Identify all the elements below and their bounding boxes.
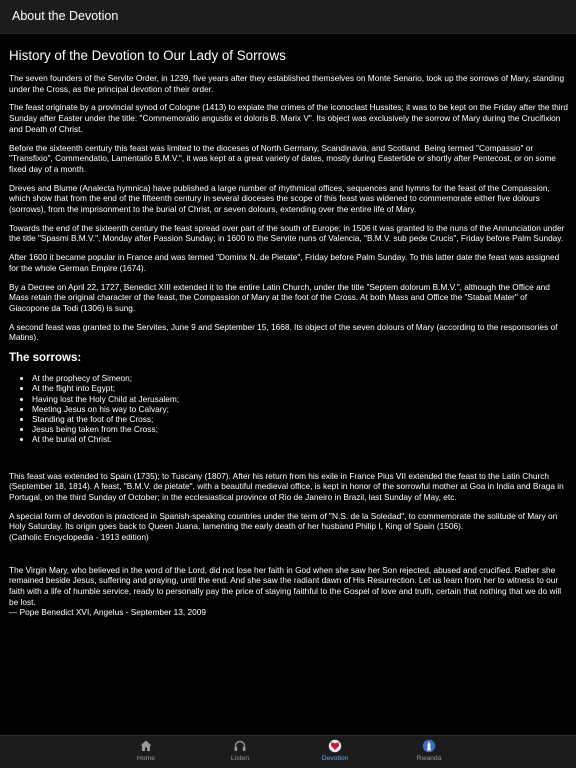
navigation-bar [0, 0, 576, 34]
list-item: • At the flight into Egypt; [32, 383, 569, 393]
list-item: • At the prophecy of Simeon; [32, 373, 569, 383]
sorrows-list [9, 373, 569, 444]
tab-label: Devotion [321, 755, 349, 762]
article [9, 48, 569, 626]
sorrows-heading: The sorrows: [9, 352, 82, 365]
paragraph: The seven founders of the Servite Order, in 1239, five years after they established themselves on Monte Senario, took up the sorrows of Mary, standing under the Cross, as the principal devotion of their order. [9, 73, 565, 94]
headphones-icon [233, 739, 247, 753]
tab-devotion[interactable] [305, 739, 365, 762]
tab-rwanda[interactable] [399, 739, 459, 762]
rwanda-icon [422, 739, 436, 753]
paragraph: Towards the end of the sixteenth century the feast spread over part of the south of Europe; in 1506 it was granted to the nuns of the Annunciation under the title "Spasmi B.M.V.", Monday after Passion Sunday; in 1600 to the Servite nuns of Valencia, "B.M.V. sub pede Crucis", Friday before Palm Sunday. [9, 222, 565, 244]
article-title: History of the Devotion to Our Lady of Sorrows [9, 48, 286, 63]
list-item: • Meeting Jesus on his way to Calvary; [32, 404, 569, 414]
tab-listen[interactable] [210, 739, 270, 762]
paragraph: After 1600 it became popular in France and was termed "Dominx N. de Pietate", Friday before Palm Sunday. To this latter date the feast was assigned for the whole German Empire (1674). [9, 252, 560, 273]
list-item: • At the burial of Christ. [32, 434, 569, 444]
source-citation: (Catholic Encyclopedia - 1913 edition) [9, 531, 149, 542]
tab-label: Rwanda [416, 755, 442, 762]
paragraph: This feast was extended to Spain (1735); to Tuscany (1807). After his return from his exile in France Pius VII extended the feast to the Latin Church (September 18, 1814). A feast, "B.M.V. de pietate", with a beautiful medieval office, is kept in honor of the sorrowful mother at Goa in India and Braga in Portugal, on the third Sunday of October; in the ecclesiastical province of Rio de Janeiro in Brazil, last Sunday of May, etc. [9, 470, 564, 502]
paragraph: A special form of devotion is practiced in Spanish-speaking countries under the term of "N.S. de la Soledad", to commemorate the solitude of Mary on Holy Saturday. Its origin goes back to Queen Juana, lamenting the early death of her husband Philip I, King of Spain (1506). [9, 510, 558, 532]
quote: The Virgin Mary, who believed in the word of the Lord, did not lose her faith in God when she saw her Son rejected, abused and crucified. Rather she remained beside Jesus, suffering and praying, until the end. And she saw the radiant dawn of His Resurrection. Let us learn from her to witness to our faith with a life of humble service, ready to personally pay the price of staying faithful to the Gospel of love and truth, certain that nothing that we do will be lost. [9, 564, 562, 607]
heart-icon [328, 739, 342, 753]
paragraph: By a Decree on April 22, 1727, Benedict XIII extended it to the entire Latin Church, under the title "Septem dolorum B.M.V.", although the Office and Mass retain the original character of the feast, the Compassion of Mary at the foot of the Cross. At both Mass and Office the "Stabat Mater" of Giacopone da Todi (1306) is sung. [9, 281, 550, 313]
paragraph: A second feast was granted to the Servites, June 9 and September 15, 1668. Its object of the seven dolours of Mary (according to the responsories of Matins). [9, 321, 558, 343]
tab-home[interactable] [116, 739, 176, 762]
tab-bar [0, 735, 576, 768]
paragraph: The feast originate by a provincial synod of Cologne (1413) to expiate the crimes of the iconoclast Hussites; it was to be kept on the Friday after the third Sunday after Easter under the title: "Commemoratio angustix et doloris B. Marix V". Its object was exclusively the sorrow of Mary during the Crucifixion and Death of Christ. [9, 102, 568, 134]
paragraph: Before the sixteenth century this feast was limited to the dioceses of North Germany, Scandinavia, and Scotland. Being termed "Compassio" or "Transfixio", Commendatio, Lamentatio B.M.V.", it was kept at a great variety of dates, mostly during Eastertide or shortly after Pentecost, or on some fixed day of a month. [9, 142, 556, 174]
list-item: • Standing at the foot of the Cross; [32, 414, 569, 424]
quote-attribution: — Pope Benedict XVI, Angelus - September 13, 2009 [9, 607, 206, 618]
home-icon [139, 739, 153, 753]
paragraph: Dreves and Blume (Analecta hymnica) have published a large number of rhythmical offices, sequences and hymns for the feast of the Compassion, which show that from the end of the fifteenth century in several dioceses the scope of this feast was widened to commemorate either five dolours (sorrows), from the imprisonment to the burial of Christ, or seven dolours, extending over the entire life of Mary. [9, 182, 550, 214]
list-item: • Jesus being taken from the Cross; [32, 424, 569, 434]
list-item: • Having lost the Holy Child at Jerusalem; [32, 394, 569, 404]
tab-label: Listen [230, 755, 250, 762]
page-title: About the Devotion [12, 9, 119, 23]
tab-label: Home [136, 755, 156, 762]
